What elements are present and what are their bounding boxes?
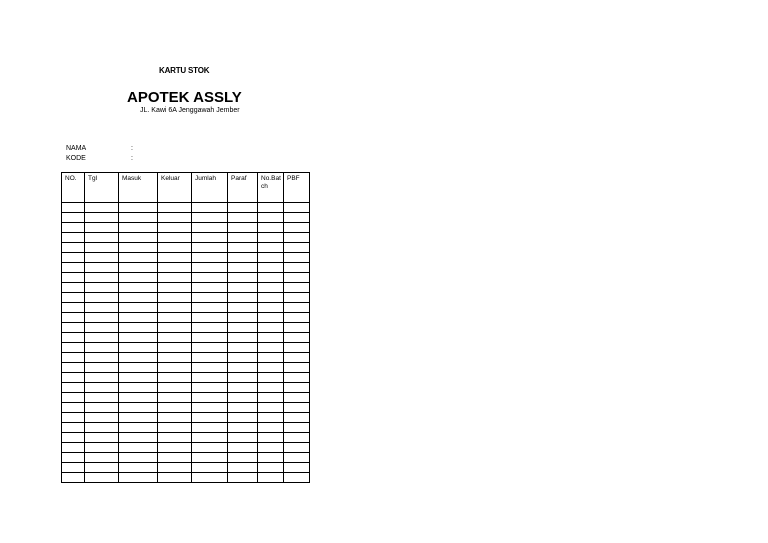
table-cell: [62, 433, 85, 443]
nama-value: :: [131, 145, 133, 152]
table-row: [62, 383, 310, 393]
table-cell: [62, 403, 85, 413]
table-cell: [228, 323, 258, 333]
table-cell: [284, 273, 310, 283]
table-cell: [192, 423, 228, 433]
table-cell: [62, 233, 85, 243]
table-cell: [192, 223, 228, 233]
table-cell: [228, 433, 258, 443]
table-cell: [158, 273, 192, 283]
table-cell: [62, 223, 85, 233]
table-cell: [158, 233, 192, 243]
shop-name: APOTEK ASSLY: [127, 89, 242, 106]
table-cell: [62, 323, 85, 333]
table-cell: [258, 293, 284, 303]
shop-address: JL. Kawi 6A Jenggawah Jember: [140, 107, 240, 114]
col-header-pbf: PBF: [284, 173, 310, 203]
table-row: [62, 473, 310, 483]
table-cell: [228, 283, 258, 293]
table-cell: [85, 443, 119, 453]
table-cell: [192, 413, 228, 423]
table-cell: [192, 263, 228, 273]
table-cell: [258, 463, 284, 473]
table-cell: [62, 343, 85, 353]
table-cell: [158, 243, 192, 253]
col-header-paraf: Paraf: [228, 173, 258, 203]
table-cell: [85, 353, 119, 363]
table-cell: [258, 333, 284, 343]
table-cell: [62, 383, 85, 393]
table-cell: [158, 453, 192, 463]
table-cell: [158, 313, 192, 323]
table-row: [62, 363, 310, 373]
table-cell: [258, 373, 284, 383]
card-title: KARTU STOK: [159, 66, 210, 75]
table-row: [62, 263, 310, 273]
table-cell: [158, 333, 192, 343]
table-cell: [158, 423, 192, 433]
table-cell: [192, 203, 228, 213]
table-cell: [85, 313, 119, 323]
table-cell: [192, 233, 228, 243]
table-cell: [119, 363, 158, 373]
table-cell: [258, 353, 284, 363]
table-row: [62, 323, 310, 333]
table-cell: [228, 273, 258, 283]
table-cell: [85, 413, 119, 423]
table-cell: [158, 323, 192, 333]
stock-table-body: [62, 203, 310, 483]
table-cell: [158, 473, 192, 483]
table-cell: [158, 253, 192, 263]
table-cell: [119, 313, 158, 323]
table-cell: [258, 243, 284, 253]
table-cell: [119, 343, 158, 353]
table-row: [62, 463, 310, 473]
table-cell: [284, 293, 310, 303]
table-row: [62, 303, 310, 313]
table-row: [62, 333, 310, 343]
table-cell: [258, 203, 284, 213]
table-cell: [62, 243, 85, 253]
table-row: [62, 293, 310, 303]
table-cell: [62, 203, 85, 213]
table-cell: [192, 293, 228, 303]
nama-label: NAMA: [66, 145, 87, 152]
table-cell: [192, 213, 228, 223]
table-cell: [258, 343, 284, 353]
table-cell: [62, 293, 85, 303]
table-row: [62, 213, 310, 223]
table-cell: [258, 423, 284, 433]
table-row: [62, 273, 310, 283]
table-cell: [85, 383, 119, 393]
table-cell: [284, 413, 310, 423]
table-cell: [228, 473, 258, 483]
table-cell: [192, 353, 228, 363]
table-cell: [85, 223, 119, 233]
table-cell: [258, 413, 284, 423]
table-cell: [62, 313, 85, 323]
table-cell: [158, 353, 192, 363]
table-cell: [284, 363, 310, 373]
table-cell: [158, 373, 192, 383]
table-cell: [119, 393, 158, 403]
table-cell: [119, 293, 158, 303]
table-cell: [284, 383, 310, 393]
table-cell: [192, 403, 228, 413]
table-cell: [284, 323, 310, 333]
table-cell: [85, 293, 119, 303]
table-cell: [158, 283, 192, 293]
table-cell: [258, 273, 284, 283]
table-cell: [192, 383, 228, 393]
table-cell: [228, 313, 258, 323]
table-cell: [119, 333, 158, 343]
table-cell: [228, 303, 258, 313]
table-cell: [192, 323, 228, 333]
table-cell: [284, 403, 310, 413]
table-cell: [119, 323, 158, 333]
table-cell: [85, 463, 119, 473]
table-cell: [85, 403, 119, 413]
table-cell: [119, 283, 158, 293]
table-cell: [85, 453, 119, 463]
table-cell: [158, 343, 192, 353]
table-cell: [284, 283, 310, 293]
table-cell: [228, 233, 258, 243]
table-cell: [258, 263, 284, 273]
table-cell: [284, 433, 310, 443]
table-cell: [119, 463, 158, 473]
kode-value: :: [131, 155, 133, 162]
table-cell: [228, 333, 258, 343]
table-cell: [62, 213, 85, 223]
table-cell: [258, 233, 284, 243]
col-header-masuk: Masuk: [119, 173, 158, 203]
col-header-no-batch: No.Batch: [258, 173, 284, 203]
table-cell: [62, 373, 85, 383]
table-row: [62, 403, 310, 413]
table-cell: [192, 393, 228, 403]
table-cell: [85, 433, 119, 443]
table-cell: [85, 343, 119, 353]
col-header-jumlah: Jumlah: [192, 173, 228, 203]
table-cell: [258, 213, 284, 223]
table-row: [62, 283, 310, 293]
field-kode: [66, 155, 133, 162]
table-cell: [158, 443, 192, 453]
table-row: [62, 223, 310, 233]
table-header-row: [62, 173, 310, 203]
table-cell: [192, 433, 228, 443]
table-row: [62, 353, 310, 363]
table-cell: [228, 383, 258, 393]
table-cell: [258, 433, 284, 443]
table-cell: [228, 363, 258, 373]
table-cell: [85, 393, 119, 403]
table-cell: [62, 473, 85, 483]
table-cell: [158, 463, 192, 473]
table-cell: [258, 363, 284, 373]
table-cell: [192, 313, 228, 323]
table-cell: [62, 333, 85, 343]
table-cell: [119, 453, 158, 463]
table-cell: [85, 303, 119, 313]
table-cell: [119, 213, 158, 223]
table-cell: [258, 323, 284, 333]
table-cell: [158, 383, 192, 393]
table-cell: [62, 353, 85, 363]
table-cell: [258, 393, 284, 403]
table-cell: [228, 443, 258, 453]
table-cell: [192, 473, 228, 483]
table-cell: [284, 243, 310, 253]
table-row: [62, 253, 310, 263]
table-cell: [62, 453, 85, 463]
table-cell: [192, 463, 228, 473]
table-cell: [258, 313, 284, 323]
table-cell: [192, 243, 228, 253]
table-cell: [119, 473, 158, 483]
table-row: [62, 313, 310, 323]
table-cell: [284, 313, 310, 323]
table-cell: [258, 283, 284, 293]
table-cell: [258, 303, 284, 313]
table-row: [62, 433, 310, 443]
table-cell: [158, 263, 192, 273]
table-cell: [62, 303, 85, 313]
table-cell: [119, 433, 158, 443]
table-cell: [85, 323, 119, 333]
field-nama: [66, 145, 133, 152]
table-cell: [228, 263, 258, 273]
table-cell: [119, 373, 158, 383]
table-cell: [192, 443, 228, 453]
table-cell: [62, 423, 85, 433]
table-cell: [85, 423, 119, 433]
table-cell: [158, 293, 192, 303]
table-cell: [284, 353, 310, 363]
table-cell: [62, 253, 85, 263]
table-cell: [228, 373, 258, 383]
table-cell: [192, 363, 228, 373]
col-header-tgl: Tgl: [85, 173, 119, 203]
table-cell: [158, 403, 192, 413]
table-cell: [85, 273, 119, 283]
table-cell: [284, 423, 310, 433]
table-cell: [228, 393, 258, 403]
table-cell: [119, 253, 158, 263]
table-cell: [228, 413, 258, 423]
table-cell: [62, 413, 85, 423]
table-row: [62, 413, 310, 423]
col-header-no: NO.: [62, 173, 85, 203]
table-cell: [119, 233, 158, 243]
table-cell: [119, 263, 158, 273]
table-cell: [119, 423, 158, 433]
stock-table: [61, 172, 310, 483]
table-row: [62, 393, 310, 403]
table-cell: [85, 243, 119, 253]
table-cell: [119, 443, 158, 453]
table-cell: [228, 403, 258, 413]
table-cell: [228, 203, 258, 213]
table-cell: [228, 293, 258, 303]
table-cell: [85, 373, 119, 383]
table-row: [62, 453, 310, 463]
table-cell: [284, 473, 310, 483]
table-cell: [62, 363, 85, 373]
table-cell: [192, 273, 228, 283]
table-cell: [284, 373, 310, 383]
table-cell: [119, 353, 158, 363]
table-cell: [284, 453, 310, 463]
table-cell: [192, 303, 228, 313]
table-cell: [284, 303, 310, 313]
table-cell: [192, 343, 228, 353]
table-cell: [85, 333, 119, 343]
table-cell: [192, 283, 228, 293]
table-cell: [284, 333, 310, 343]
table-row: [62, 373, 310, 383]
table-cell: [85, 473, 119, 483]
table-cell: [258, 383, 284, 393]
table-cell: [258, 403, 284, 413]
table-cell: [85, 363, 119, 373]
table-cell: [228, 213, 258, 223]
table-cell: [158, 303, 192, 313]
table-cell: [284, 233, 310, 243]
table-cell: [284, 263, 310, 273]
table-cell: [62, 273, 85, 283]
table-cell: [228, 453, 258, 463]
table-cell: [158, 433, 192, 443]
table-cell: [158, 223, 192, 233]
table-cell: [284, 393, 310, 403]
table-cell: [85, 233, 119, 243]
table-cell: [258, 473, 284, 483]
table-row: [62, 233, 310, 243]
table-cell: [258, 453, 284, 463]
table-cell: [228, 343, 258, 353]
table-cell: [158, 213, 192, 223]
table-cell: [62, 463, 85, 473]
table-cell: [284, 203, 310, 213]
table-cell: [284, 343, 310, 353]
table-cell: [119, 303, 158, 313]
table-cell: [228, 423, 258, 433]
table-cell: [192, 333, 228, 343]
table-cell: [85, 203, 119, 213]
table-cell: [284, 443, 310, 453]
table-cell: [85, 263, 119, 273]
table-cell: [284, 213, 310, 223]
table-cell: [158, 203, 192, 213]
table-cell: [119, 403, 158, 413]
table-row: [62, 423, 310, 433]
table-cell: [228, 243, 258, 253]
table-cell: [284, 223, 310, 233]
table-cell: [85, 213, 119, 223]
table-cell: [228, 463, 258, 473]
table-row: [62, 243, 310, 253]
table-row: [62, 443, 310, 453]
table-cell: [62, 443, 85, 453]
table-cell: [119, 383, 158, 393]
kode-label: KODE: [66, 155, 86, 162]
table-cell: [62, 393, 85, 403]
table-cell: [228, 353, 258, 363]
table-cell: [85, 253, 119, 263]
table-cell: [258, 443, 284, 453]
table-cell: [119, 273, 158, 283]
table-cell: [119, 223, 158, 233]
table-cell: [192, 373, 228, 383]
table-cell: [62, 263, 85, 273]
table-cell: [258, 253, 284, 263]
table-cell: [284, 463, 310, 473]
table-cell: [284, 253, 310, 263]
table-cell: [192, 253, 228, 263]
table-row: [62, 203, 310, 213]
table-cell: [158, 363, 192, 373]
table-cell: [158, 393, 192, 403]
table-cell: [85, 283, 119, 293]
table-cell: [258, 223, 284, 233]
table-cell: [158, 413, 192, 423]
table-cell: [228, 253, 258, 263]
table-cell: [119, 413, 158, 423]
col-header-keluar: Keluar: [158, 173, 192, 203]
table-cell: [62, 283, 85, 293]
table-cell: [228, 223, 258, 233]
table-cell: [192, 453, 228, 463]
table-row: [62, 343, 310, 353]
table-cell: [119, 203, 158, 213]
table-cell: [119, 243, 158, 253]
